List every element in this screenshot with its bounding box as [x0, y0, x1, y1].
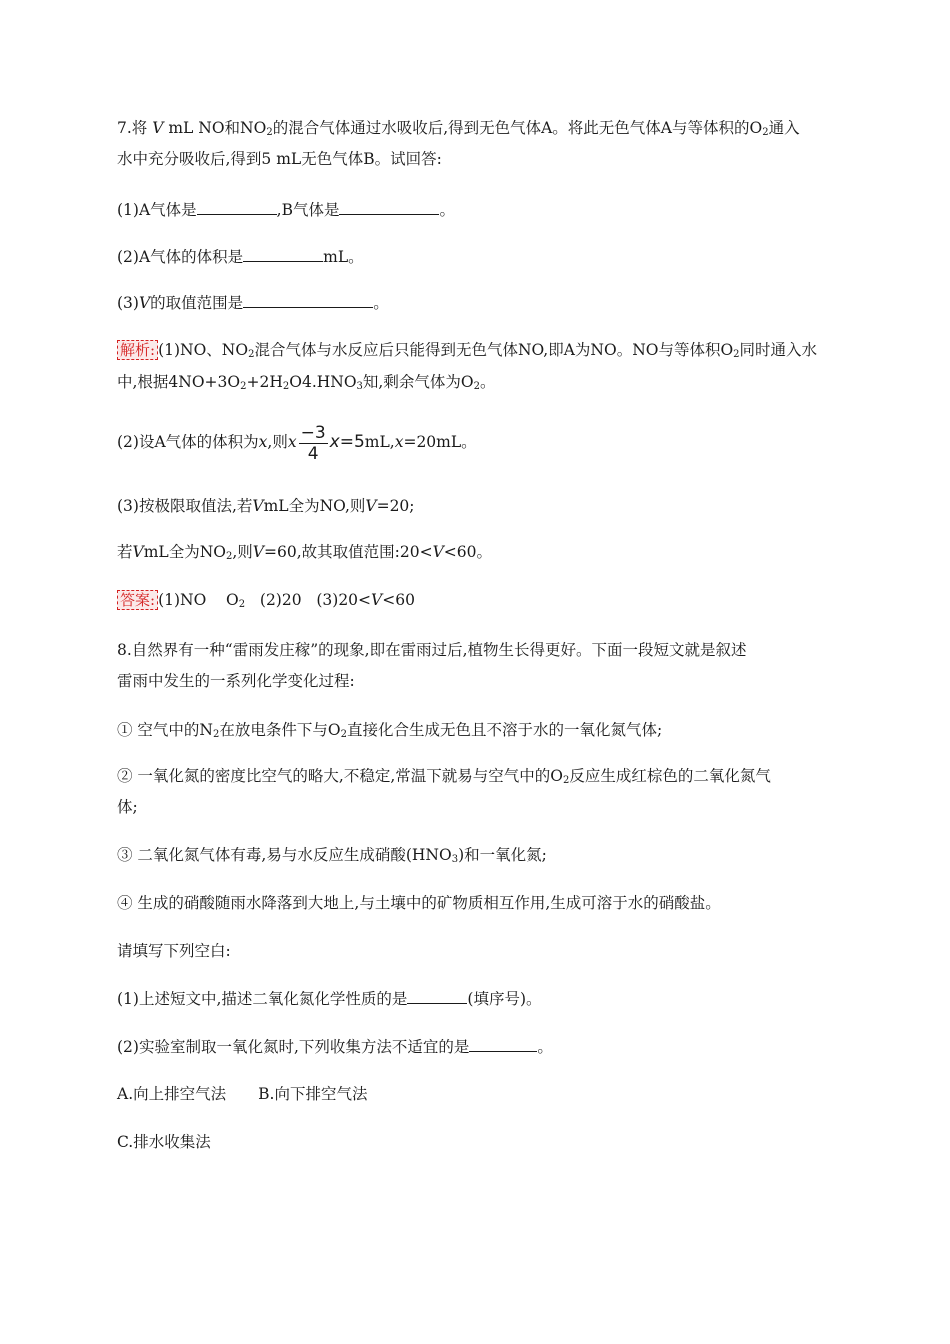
q7-part3: (3)V的取值范围是 。	[117, 294, 389, 312]
q7-stem-line2: 水中充分吸收后,得到5 mL无色气体B。试回答:	[117, 150, 442, 168]
option-a[interactable]: A.向上排空气法	[117, 1085, 227, 1103]
q7-stem-line1: 7.将 V mL NO和$NO_2$的混合气体通过水吸收后,得到无色气体A。将此无色气体A与等体积的$O_2$通入	[117, 119, 800, 138]
q8-item-2-cont: 体;	[117, 798, 138, 816]
answer-blank[interactable]	[407, 988, 467, 1004]
option-b[interactable]: B.向下排空气法	[258, 1085, 368, 1103]
analysis-line1: 解析: (1)NO、$NO_2$混合气体与水反应后只能得到无色气体NO,即A为NO。NO与等体积$O_2$同时通入水	[117, 340, 817, 360]
option-c[interactable]: C.排水收集法	[117, 1133, 211, 1151]
q8-item-2: ② 一氧化氮的密度比空气的略大,不稳定,常温下就易与空气中的$O_2$反应生成红棕色的二氧化氮气	[117, 767, 771, 786]
q7-part1: (1)A气体是 ,B气体是 。	[117, 201, 455, 219]
analysis-line3: (2)设A气体的体积为x,则x $\frac{-3}{4}$ x=5mL,x=20mL。	[117, 422, 477, 464]
answer-blank[interactable]	[469, 1036, 537, 1052]
q8-item-4: ④ 生成的硝酸随雨水降落到大地上,与土壤中的矿物质相互作用,生成可溶于水的硝酸盐。	[117, 894, 721, 912]
q8-item-1: ① 空气中的$N_2$在放电条件下与$O_2$直接化合生成无色且不溶于水的一氧化氮气体;	[117, 721, 663, 740]
answer-blank[interactable]	[243, 246, 323, 262]
answer-blank[interactable]	[243, 292, 373, 308]
fraction: $\frac{-3}{4}$	[300, 422, 326, 464]
answer-line: 答案: (1)NO $O_2$ (2)20 (3)20<V<60	[117, 590, 415, 610]
q8-options-ab	[117, 1084, 367, 1104]
q7-part2: (2)A气体的体积是 mL。	[117, 248, 364, 266]
answer-blank[interactable]	[339, 199, 439, 215]
answer-blank[interactable]	[197, 199, 277, 215]
analysis-line5: 若VmL全为$NO_2$,则V=60,故其取值范围:20<V<60。	[117, 543, 492, 562]
answer-tag: 答案:	[117, 590, 158, 610]
q8-fill-instruction: 请填写下列空白:	[117, 942, 231, 960]
q8-sub2: (2)实验室制取一氧化氮时,下列收集方法不适宜的是 。	[117, 1038, 553, 1056]
q8-stem-line2: 雷雨中发生的一系列化学变化过程:	[117, 672, 355, 690]
analysis-line4: (3)按极限取值法,若VmL全为NO,则V=20;	[117, 497, 415, 515]
q8-item-3: ③ 二氧化氮气体有毒,易与水反应生成硝酸$(HNO_3)$和一氧化氮;	[117, 846, 547, 865]
q8-sub1: (1)上述短文中,描述二氧化氮化学性质的是 (填序号)。	[117, 990, 542, 1008]
q8-stem-line1: 8.自然界有一种“雷雨发庄稼”的现象,即在雷雨过后,植物生长得更好。下面一段短文就是叙述	[117, 641, 747, 659]
analysis-tag: 解析:	[117, 340, 158, 360]
analysis-line2: 中,根据$4NO+3O_2+2H_2O4.HNO_3$知,剩余气体为$O_2$。	[117, 373, 496, 392]
